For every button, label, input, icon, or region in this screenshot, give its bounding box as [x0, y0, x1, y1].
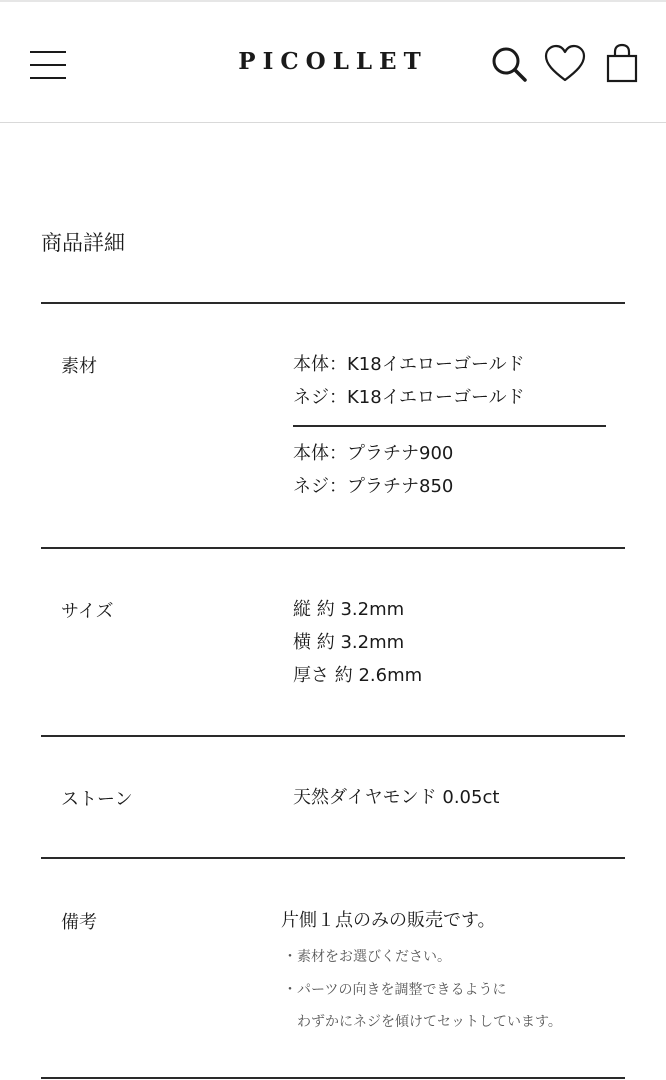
shopping-bag-icon: [604, 42, 640, 86]
divider: [41, 735, 625, 737]
material-line: 本体：K18イエローゴールド: [293, 354, 525, 375]
hamburger-line: [30, 77, 66, 79]
menu-button[interactable]: [30, 51, 66, 81]
remarks-label: 備考: [61, 912, 97, 933]
divider: [41, 1077, 625, 1079]
divider: [41, 857, 625, 859]
size-line: 厚さ 約 2.6mm: [293, 665, 423, 686]
section-title: 商品詳細: [41, 231, 125, 255]
size-values: [293, 593, 422, 692]
material-divider: [293, 425, 606, 427]
hamburger-line: [30, 64, 66, 66]
wishlist-button[interactable]: [543, 42, 587, 86]
hamburger-line: [30, 51, 66, 53]
material-option-2: [293, 437, 453, 503]
stone-label: ストーン: [61, 789, 133, 810]
material-option-1: [293, 348, 525, 414]
material-line: ネジ：K18イエローゴールド: [293, 387, 525, 408]
material-label: 素材: [61, 356, 97, 377]
size-line: 横 約 3.2mm: [293, 632, 405, 653]
site-logo: PICOLLET: [238, 48, 428, 75]
remarks-note: ・素材をお選びください。: [283, 949, 451, 965]
remarks-note: ・パーツの向きを調整できるように: [283, 982, 507, 998]
remarks-main: 片側１点のみの販売です。: [281, 910, 496, 931]
site-header: [0, 2, 666, 123]
heart-icon: [543, 42, 587, 86]
material-line: 本体：プラチナ900: [293, 443, 454, 464]
size-label: サイズ: [61, 601, 114, 622]
size-line: 縦 約 3.2mm: [293, 599, 405, 620]
cart-button[interactable]: [604, 42, 640, 86]
material-line: ネジ：プラチナ850: [293, 476, 454, 497]
divider: [41, 302, 625, 304]
divider: [41, 547, 625, 549]
stone-value: 天然ダイヤモンド 0.05ct: [293, 787, 500, 808]
remarks-note: わずかにネジを傾けてセットしています。: [297, 1014, 562, 1030]
search-button[interactable]: [490, 42, 530, 86]
search-icon: [490, 42, 530, 86]
